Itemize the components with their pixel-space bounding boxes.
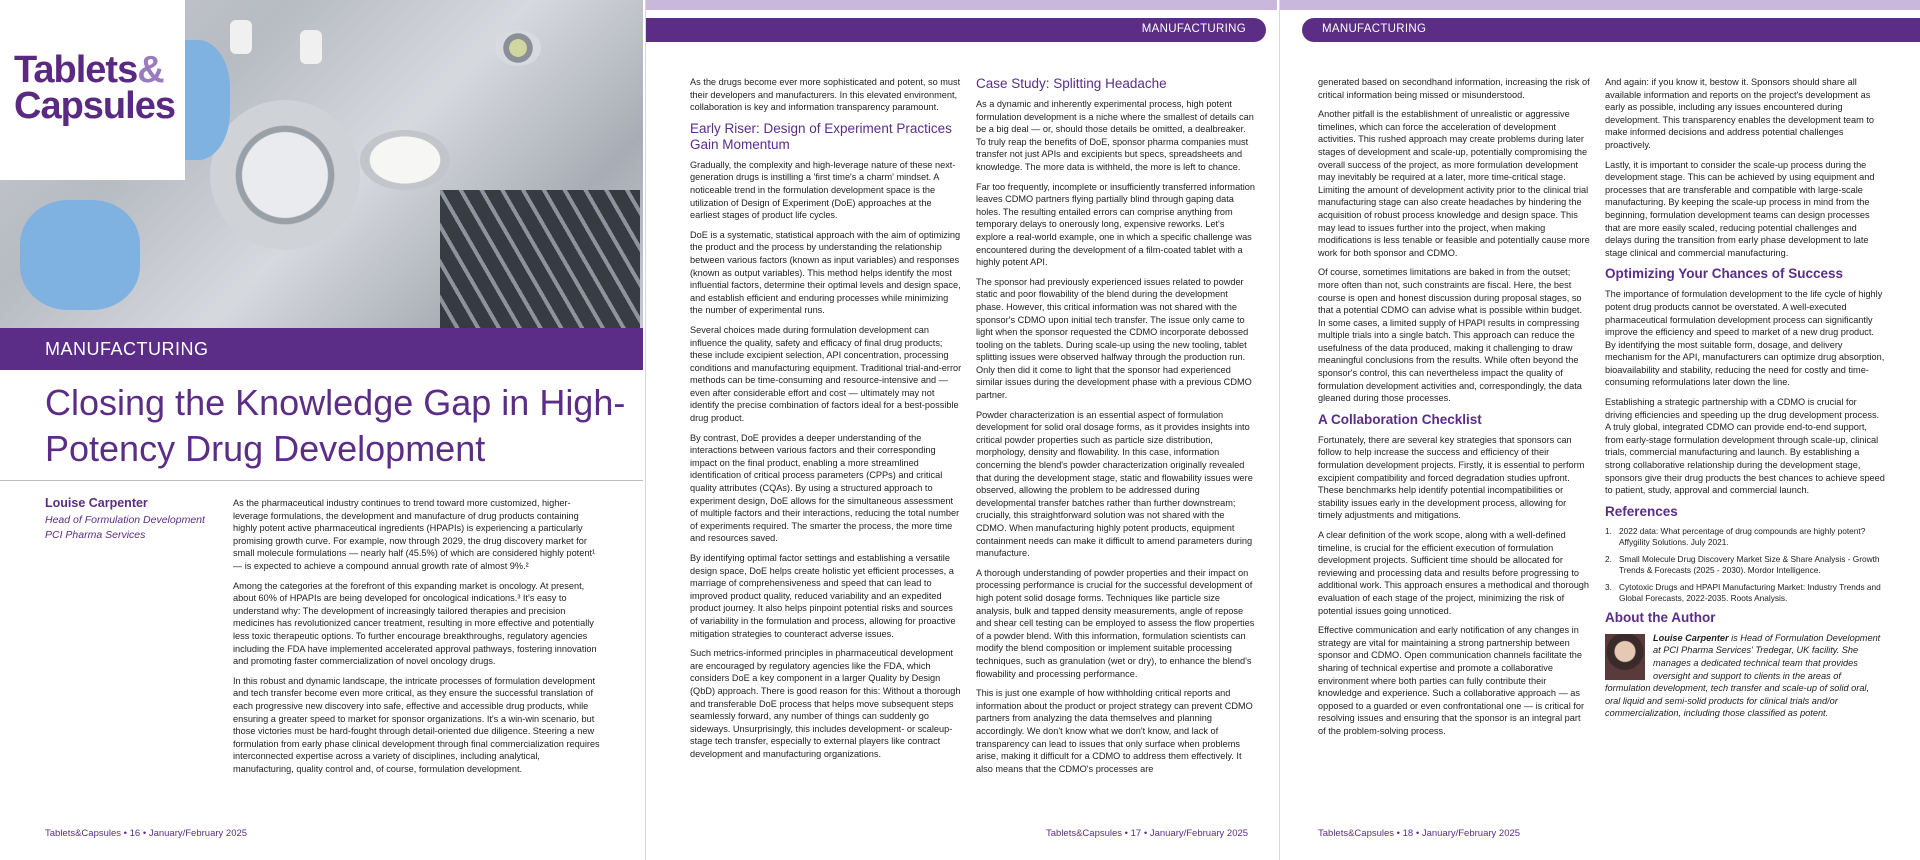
paragraph: This is just one example of how withholding critical reports and information about the product or project strategy can prevent CDMO partners from analyzing the data themselves and planning accordingly. We don't know what we don't know, and lack of transparency can lead to issues that only surface when problems arise, making it difficult for a CDMO to address them effectively. It also means that the CDMO's processes are xyxy=(976,688,1253,774)
body-column-right xyxy=(1605,76,1885,720)
page-17 xyxy=(645,0,1277,860)
author-byline xyxy=(45,496,215,543)
paragraph: Fortunately, there are several key strategies that sponsors can follow to help increase the success and efficiency of their formulation development projects. Firstly, it is essential to perform excipient compatibility and forced degradation studies upfront. These benchmarks help identify potential incompatibilities or stability issues early in the development process, allowing for timely adjustments and mitigations. xyxy=(1318,434,1585,521)
paragraph: The importance of formulation development to the life cycle of highly potent drug products cannot be overstated. A well-executed pharmaceutical formulation development process can significantly improve the efficiency and speed to market of a new drug product. By identifying the most suitable form, dosage, and delivery mechanism for the API, manufacturers can optimize drug absorption, bioavailability and stability, reducing the need for costly and time-consuming reformulations later down the line. xyxy=(1605,289,1885,388)
subheading: Early Riser: Design of Experiment Practices Gain Momentum xyxy=(690,120,952,152)
paragraph: Of course, sometimes limitations are baked in from the outset; more often than not, such constraints are fiscal. Here, the best course is open and honest discussion during proposal stages, so that a potential CDMO can advise what is possible within budget. In some cases, a limited supply of HPAPI results in compressing multiple trials into a single batch. This approach can reduce the usefulness of the data produced, making it challenging to draw meaningful conclusions from the results. While often beyond the sponsor's control, this can nevertheless impact the quality of formulation development activities and, correspondingly, the data gleaned during those processes. xyxy=(1318,267,1583,404)
section-band xyxy=(0,328,643,370)
author-company: PCI Pharma Services xyxy=(45,529,146,541)
paragraph: generated based on secondhand information, increasing the risk of critical information being missed or misunderstood. xyxy=(1318,77,1590,100)
paragraph: A thorough understanding of powder properties and their impact on processing performance is crucial for the successful development of high potent solid dosage forms. Techniques like particle size analysis, bulk and tapped density measurements, angle of repose and shear cell testing can be employed to assess the flow properties of a powder blend. With this information, formulation scientists can modify the blend composition or implement suitable processing techniques, such as granulation (wet or dry), to enhance the blend's flowability and processing performance. xyxy=(976,567,1255,679)
reference-item: 3. Cytotoxic Drugs and HPAPI Manufacturing Market: Industry Trends and Global Forecasts, 2022-2035. Roots Analysis. xyxy=(1605,581,1881,603)
author-title: Head of Formulation Development xyxy=(45,514,205,526)
about-author-heading: About the Author xyxy=(1605,609,1716,625)
paragraph: Among the categories at the forefront of this expanding market is oncology. At present, about 60% of HPAPIs are being developed for oncological indications.³ It's easy to understand why: The development of increasingly tailored therapies and precision medicines has revolutionized cancer treatment, resulting in more effective and potentially less toxic therapeutic options. To further encourage breakthroughs, regulatory agencies including the FDA have implemented accelerated approval pathways, fostering innovation and promoting faster commercialization of novel oncology drugs. xyxy=(233,580,597,667)
paragraph: Powder characterization is an essential aspect of formulation development for solid oral dosage forms, as it provides insights into critical powder properties such as particle size distribution, morphology, density and flowability. In this case, information concerning the blend's powder characterization originally revealed that during the development stage, static and flowability issues were observed, allowing the problem to be addressed during developmental transfer batches rather than further downstream; crucially, this straightforward solution was not shared with the CDMO. When manufacturing highly potent products, equipment containment needs can make it difficult to amend parameters during manufacture. xyxy=(976,409,1253,559)
paragraph: By contrast, DoE provides a deeper understanding of the interactions between various factors and their corresponding impact on the final product, enabling a more streamlined identification of critical process parameters (CPPs) and critical quality attributes (CQAs). By using a structured approach to experiment design, DoE allows for the simultaneous assessment of multiple factors and their interactions, reducing the total number of experiments required. The smarter the process, the more time and resources saved. xyxy=(690,432,960,544)
paragraph: Several choices made during formulation development can influence the quality, safety and efficacy of final drug products; these include excipient selection, API concentration, processing conditions and manufacturing equipment. Traditional trial-and-error methods can be time-consuming and resource-intensive and — even after considerable effort and cost — ultimately may not identify the precise combination of factors ideal for a best-possible drug product. xyxy=(690,324,962,424)
subheading: Optimizing Your Chances of Success xyxy=(1605,266,1844,282)
body-column-left xyxy=(1318,76,1590,745)
references-list xyxy=(1605,526,1885,604)
paragraph: DoE is a systematic, statistical approach with the aim of optimizing the product and the process by understanding the relationship between various factors (known as input variables) and responses (known as output variables). This method helps identify the most influential factors, determine their optimal levels and design space, and establish efficient and enduring processes while minimizing the number of experimental runs. xyxy=(690,229,961,316)
subheading: A Collaboration Checklist xyxy=(1318,411,1482,427)
body-column-left xyxy=(690,76,962,768)
paragraph: Such metrics-informed principles in pharmaceutical development are encouraged by regulatory agencies like the FDA, which considers DoE a key component in a larger Quality by Design (QbD) approach. There is good reason for this: Without a thorough and transferable DoE process that helps move subsequent steps seamlessly forward, any number of things can suddenly go sideways. Unsurprisingly, this includes development- or scaleup-stage tech transfer, especially to external players like contract development and manufacturing organizations. xyxy=(690,648,961,759)
author-bio: is Head of Formulation Development at PCI Pharma Services' Tredegar, UK facility. She manages a dedicated technical team that provides oversight and support to clients in the areas of formulation development, tech transfer and scale-up of solid oral, oral liquid and semi-solid products for clinical trials and/or commercialization, including those classified as potent. xyxy=(1605,632,1881,719)
paragraph: And again: if you know it, bestow it. Sponsors should share all available information and reports on the project's development as early as possible, including any issues encountered during development. This transparency enables the development team to make informed decisions and address potential challenges proactively. xyxy=(1605,77,1874,150)
page-footer: Tablets&Capsules • 16 • January/February 2025 xyxy=(45,828,248,839)
paragraph: Lastly, it is important to consider the scale-up process during the development stage. This can be achieved by using equipment and processes that are transferable and compatible with large-scale manufacturing. By keeping the scale-up process in mind from the beginning, formulation development teams can design processes that are more easily scaled, reducing potential challenges and delays during the transition from early phase development to late stage clinical and commercial manufacturing. xyxy=(1605,159,1875,258)
paragraph: Another pitfall is the establishment of unrealistic or aggressive timelines, which can force the acceleration of development activities. This rushed approach may create problems during later stages of development and scale-up, potentially compromising the overall success of the project, as more formulation development may inevitably be required at a later, more time-critical stage. Limiting the amount of development activity prior to the clinical trial manufacturing stage can also create headaches by hindering the acquisition of robust process knowledge and design space. This may lead to issues further into the project, when making modifications is less tenable or feasible and potentially cause more work for both sponsor and CDMO. xyxy=(1318,109,1590,258)
author-name: Louise Carpenter xyxy=(45,496,148,510)
body-column xyxy=(233,497,603,782)
section-label: MANUFACTURING xyxy=(45,339,209,359)
section-label: MANUFACTURING xyxy=(1322,23,1427,35)
article-headline: Closing the Knowledge Gap in High-Potency Drug Development xyxy=(45,382,626,469)
section-header-bar xyxy=(646,18,1266,42)
section-header-bar xyxy=(1302,18,1920,42)
paragraph: As a dynamic and inherently experimental process, high potent formulation development is a niche where the smallest of details can be a big deal — or, should those details be omitted, a dealbreaker. To truly reap the benefits of DoE, sponsor pharma companies must transfer not just APIs and excipients but specs, spreadsheets and knowledge. The more data is withheld, the more is left to chance. xyxy=(976,99,1254,172)
references-heading: References xyxy=(1605,503,1678,519)
section-label: MANUFACTURING xyxy=(1141,23,1246,35)
paragraph: Gradually, the complexity and high-leverage nature of these next-generation drugs is instilling a 'first time's a charm' mindset. A noticeable trend in the formulation development space is the utilization of Design of Experiment (DoE) approaches at the earliest stages of product life cycles. xyxy=(690,159,956,221)
reference-item: 2. Small Molecule Drug Discovery Market Size & Share Analysis - Growth Trends & Forecasts (2025 - 2030). Mordor Intelligence. xyxy=(1605,553,1880,575)
paragraph: By identifying optimal factor settings and establishing a versatile design space, DoE helps create holistic yet efficient processes, a marriage of comprehensiveness and speed that can lead to improved product quality, reduced variability and an expedited product journey. It also helps pinpoint potential risks and sources of variability in the formulation and process, allowing for proactive mitigation strategies to counteract adverse issues. xyxy=(690,553,956,639)
paragraph: As the drugs become ever more sophisticated and potent, so must their developers and manufacturers. In this elevated environment, collaboration is key and information transparency paramount. xyxy=(690,77,961,113)
subheading: Case Study: Splitting Headache xyxy=(976,76,1167,91)
reference-item: 1. 2022 data: What percentage of drug compounds are highly potent? Affygility Solutions. July 2021. xyxy=(1605,525,1866,547)
paragraph: Establishing a strategic partnership with a CDMO is crucial for driving efficiencies and speeding up the drug development process. A truly global, integrated CDMO can provide end-to-end support, from early-stage formulation development through scale-up, clinical trials, commercial manufacturing and launch. By establishing a strong collaborative relationship during the development stage, sponsors give their drug products the best chances to achieve speed to patient, study, approval and commercial launch. xyxy=(1605,397,1885,496)
author-portrait xyxy=(1605,634,1645,680)
paragraph: The sponsor had previously experienced issues related to powder static and poor flowability of the blend during the development phase. However, this critical information was not shared with the sponsor's CDMO upon initial tech transfer. The issue only came to light when the sponsor requested the CDMO incorporate debossed tooling on the tablets. During scale-up using the new tooling, tablet splitting issues were observed halfway through the production run. Only then did it come to light that the sponsor had experienced similar issues during the development phase with a previous CDMO partner. xyxy=(976,276,1252,401)
body-column-right xyxy=(976,76,1256,782)
page-16 xyxy=(0,0,643,860)
about-author xyxy=(1605,632,1885,720)
author-name: Louise Carpenter xyxy=(1653,632,1729,643)
magazine-logo: Tablets& Capsules xyxy=(0,0,185,180)
paragraph: As the pharmaceutical industry continues to trend toward more customized, higher-leverage formulations, the development and manufacture of drug products containing highly potent active pharmaceutical ingredients (HPAPIs) is experiencing a particularly promising growth curve. For example, now through 2029, the drug discovery market for small molecule formulations — nearly half (45.5%) of which are considered highly potent¹ — is expected to achieve a compound annual growth rate of almost 9%.² xyxy=(233,498,596,571)
page-18 xyxy=(1279,0,1920,860)
page-footer: Tablets&Capsules • 18 • January/February 2025 xyxy=(1318,828,1521,839)
paragraph: Effective communication and early notification of any changes in strategy are vital for maintaining a strong partnership between sponsor and CDMO. Open communication channels facilitate the sharing of technical expertise and promote a collaborative environment where both parties can fully contribute their knowledge and experience. Such a collaborative approach — as opposed to a guarded or even confrontational one — is critical for resolving issues and ensuring that the sponsor is an integral part of the problem-solving process. xyxy=(1318,625,1585,736)
paragraph: In this robust and dynamic landscape, the intricate processes of formulation development and tech transfer become even more critical, as they ensure the successful translation of each progressive new discovery into safe, effective and accessible drug products, while ensuring a greater speed to market for sponsor organizations. It's a win-win scenario, but those victories must be hard-fought through detail-oriented due diligence. Steering a new formulation from early phase clinical development through final commercialization requires interconnected expertise across a variety of disciplines, including analytical, manufacturing, quality control and, of course, formulation development. xyxy=(233,675,600,774)
hero-photo xyxy=(0,0,643,328)
page-footer: Tablets&Capsules • 17 • January/February 2025 xyxy=(1046,828,1249,839)
paragraph: A clear definition of the work scope, along with a well-defined timeline, is crucial for the efficient execution of formulation development projects. Sufficient time should be allocated for reviewing and processing data and results before progressing to additional work. This approach ensures a methodical and thorough evaluation of each stage of the project, minimizing the risk of potential issues going unnoticed. xyxy=(1318,530,1590,616)
paragraph: Far too frequently, incomplete or insufficiently transferred information leaves CDMO partners flying partially blind through gaping data holes. The resulting entailed errors can comprise anything from temporary delays to onerously long, expensive reworks. Let's explore a real-world example, one in which a specific challenge was encountered during the development of a film-coated tablet with a highly potent API. xyxy=(976,181,1255,268)
divider xyxy=(0,480,643,481)
